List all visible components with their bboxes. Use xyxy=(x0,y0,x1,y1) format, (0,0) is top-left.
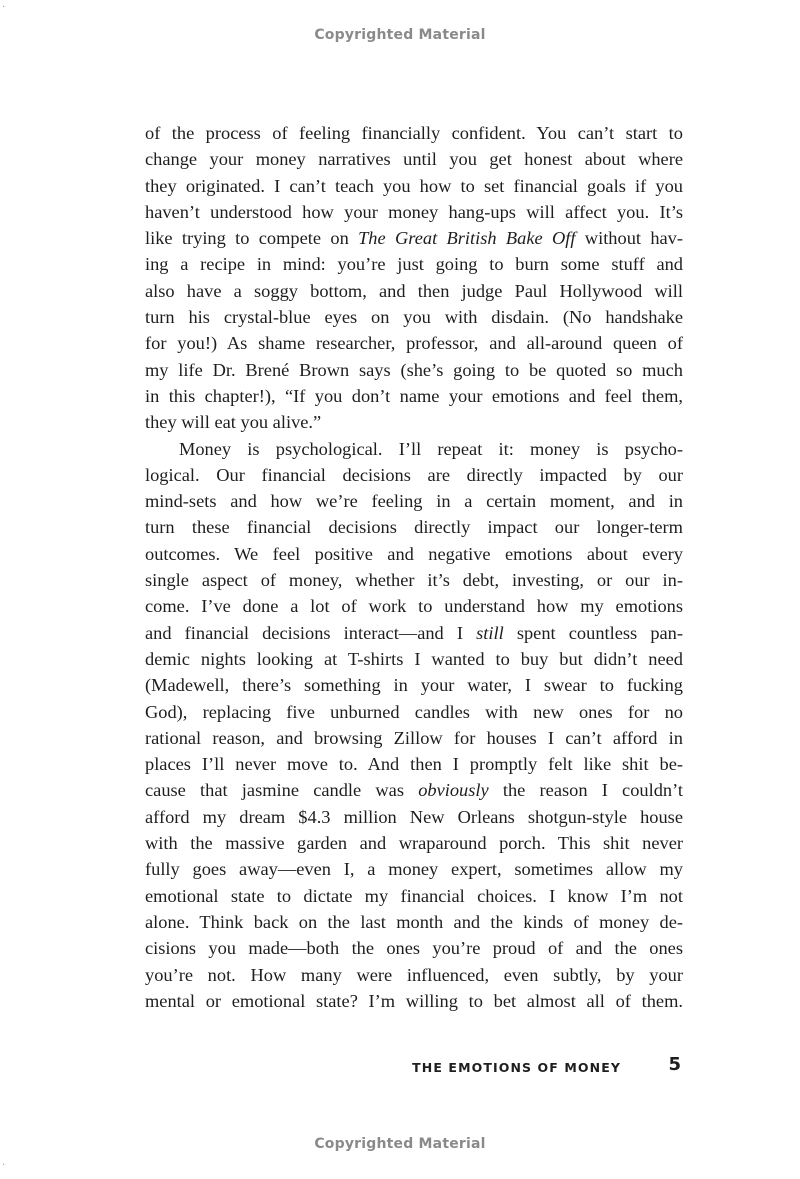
text-line xyxy=(145,777,683,803)
text-line: with the massive garden and wraparound porch. This shit never xyxy=(145,833,683,854)
text-line: mental or emotional state? I’m willing to bet almost all of them. xyxy=(145,990,683,1011)
text-line: rational reason, and browsing Zillow for houses I can’t afford in xyxy=(145,727,683,748)
text-line: come. I’ve done a lot of work to understand how my emotions xyxy=(145,596,683,617)
italic-text-segment: still xyxy=(476,622,504,643)
text-line: single aspect of money, whether it’s debt, investing, or our in- xyxy=(145,570,683,591)
text-line xyxy=(145,620,683,646)
text-line: outcomes. We feel positive and negative emotions about every xyxy=(145,543,683,564)
text-line: God), replacing five unburned candles with new ones for no xyxy=(145,701,683,722)
text-line: afford my dream $4.3 million New Orleans shotgun-style house xyxy=(145,806,683,827)
crop-mark-top-left: · xyxy=(2,2,6,13)
copyright-watermark-top: Copyrighted Material xyxy=(314,27,486,43)
text-line: places I’ll never move to. And then I promptly felt like shit be- xyxy=(145,754,683,775)
text-segment: the reason I couldn’t xyxy=(488,780,683,801)
running-title: THE EMOTIONS OF MONEY xyxy=(412,1060,621,1075)
text-line: in this chapter!), “If you don’t name your emotions and feel them, xyxy=(145,385,683,406)
text-line: they originated. I can’t teach you how to set financial goals if you xyxy=(145,175,683,196)
text-line: emotional state to dictate my financial choices. I know I’m not xyxy=(145,885,683,906)
text-segment: cause that jasmine candle was xyxy=(145,780,419,801)
text-line: cisions you made—both the ones you’re proud of and the ones xyxy=(145,938,683,959)
text-line: logical. Our financial decisions are directly impacted by our xyxy=(145,464,683,485)
italic-text-segment: The Great British Bake Off xyxy=(358,228,576,249)
text-segment: and financial decisions interact—and I xyxy=(145,622,477,643)
text-line: also have a soggy bottom, and then judge Paul Hollywood will xyxy=(145,280,683,301)
text-line: of the process of feeling financially confident. You can’t start to xyxy=(145,123,683,143)
text-line: turn his crystal-blue eyes on you with disdain. (No handshake xyxy=(145,307,683,328)
text-line: mind-sets and how we’re feeling in a certain moment, and in xyxy=(145,491,683,512)
body-text xyxy=(145,120,683,1014)
page-number: 5 xyxy=(668,1054,681,1075)
text-line xyxy=(145,225,683,251)
text-line: (Madewell, there’s something in your water, I swear to fucking xyxy=(145,675,683,696)
text-segment: without hav- xyxy=(575,228,683,249)
crop-mark-bottom-left: · xyxy=(2,1160,6,1171)
text-segment: like trying to compete on xyxy=(145,228,359,249)
text-line: Money is psychological. I’ll repeat it: money is psycho- xyxy=(179,438,683,459)
text-line: change your money narratives until you get honest about where xyxy=(145,149,683,170)
copyright-watermark-bottom: Copyrighted Material xyxy=(314,1136,486,1152)
text-line: haven’t understood how your money hang-ups will affect you. It’s xyxy=(145,201,683,222)
text-line: they will eat you alive.” xyxy=(145,412,322,433)
italic-text-segment: obviously xyxy=(418,780,489,801)
text-line: you’re not. How many were influenced, even subtly, by your xyxy=(145,964,683,985)
text-line: my life Dr. Brené Brown says (she’s going to be quoted so much xyxy=(145,359,683,380)
text-line: turn these financial decisions directly impact our longer-term xyxy=(145,517,683,538)
text-line: alone. Think back on the last month and the kinds of money de- xyxy=(145,911,683,932)
text-line: ing a recipe in mind: you’re just going to burn some stuff and xyxy=(145,254,683,275)
page-footer xyxy=(145,1056,683,1076)
text-line: for you!) As shame researcher, professor, and all-around queen of xyxy=(145,333,683,354)
text-line: fully goes away—even I, a money expert, sometimes allow my xyxy=(145,859,683,880)
text-line: demic nights looking at T-shirts I wanted to buy but didn’t need xyxy=(145,648,683,669)
text-segment: spent countless pan- xyxy=(503,622,683,643)
